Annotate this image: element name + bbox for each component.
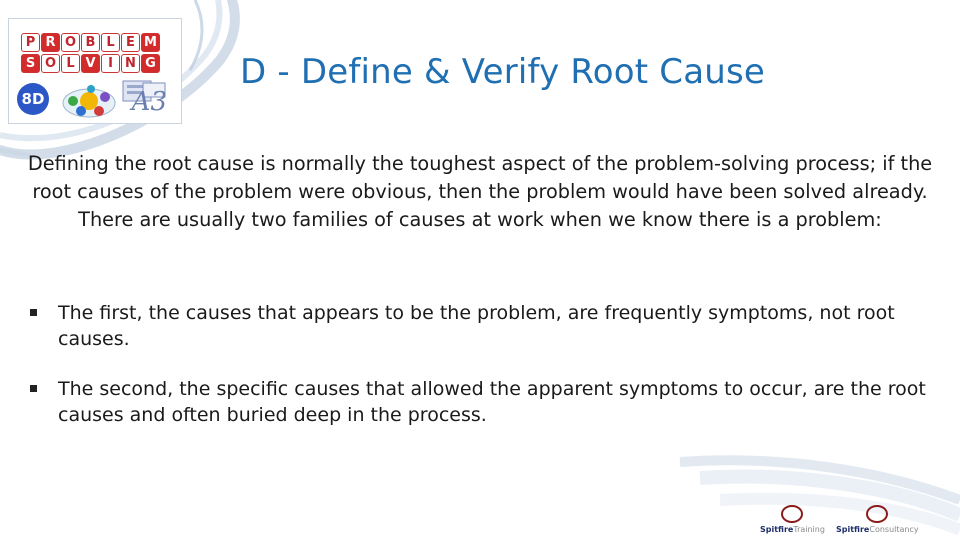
tile-letter: R bbox=[41, 33, 60, 52]
spitfire-emblem-icon bbox=[781, 505, 803, 523]
tile-letter: G bbox=[141, 54, 160, 73]
tile-letter: P bbox=[21, 33, 40, 52]
tile-letter: M bbox=[141, 33, 160, 52]
tile-letter: S bbox=[21, 54, 40, 73]
tiles-row-2 bbox=[21, 54, 161, 75]
brand-sub: Training bbox=[793, 525, 825, 534]
tile-letter: E bbox=[121, 33, 140, 52]
brand-name: Spitfire bbox=[836, 525, 870, 534]
brand-name: Spitfire bbox=[760, 525, 794, 534]
problem-tiles bbox=[21, 33, 161, 75]
spitfire-training-logo bbox=[760, 505, 825, 534]
spitfire-consultancy-logo bbox=[836, 505, 919, 534]
spitfire-emblem-icon bbox=[866, 505, 888, 523]
bullet-list bbox=[30, 300, 940, 452]
page-title: D - Define & Verify Root Cause bbox=[240, 52, 766, 92]
brand-sub: Consultancy bbox=[869, 525, 919, 534]
tile-letter: L bbox=[101, 33, 120, 52]
bullet-square-icon bbox=[30, 385, 37, 392]
intro-paragraph: Defining the root cause is normally the toughest aspect of the problem-solving process; if the root causes of the problem were obvious, then the problem would have been solved already. There are usually two families of causes at work when we know there is a problem: bbox=[27, 152, 933, 231]
list-item bbox=[30, 376, 940, 428]
tile-letter: L bbox=[61, 54, 80, 73]
tile-letter: O bbox=[61, 33, 80, 52]
tile-letter: B bbox=[81, 33, 100, 52]
bullet-text: The second, the specific causes that allowed the apparent symptoms to occur, are the root causes and often buried deep in the process. bbox=[58, 378, 926, 426]
list-item bbox=[30, 300, 940, 352]
a3-icon bbox=[121, 79, 167, 117]
tile-letter: O bbox=[41, 54, 60, 73]
tile-letter: I bbox=[101, 54, 120, 73]
footer-logos bbox=[760, 498, 930, 534]
tile-letter: N bbox=[121, 54, 140, 73]
a3-label: A3 bbox=[131, 87, 167, 117]
bullet-square-icon bbox=[30, 309, 37, 316]
tiles-row-1 bbox=[21, 33, 161, 54]
bullet-text: The first, the causes that appears to be the problem, are frequently symptoms, not root causes. bbox=[58, 302, 895, 350]
8d-badge-icon: 8D bbox=[17, 83, 49, 115]
tile-letter: V bbox=[81, 54, 100, 73]
problem-solving-logo bbox=[8, 18, 182, 124]
team-circle-icon bbox=[61, 81, 117, 121]
